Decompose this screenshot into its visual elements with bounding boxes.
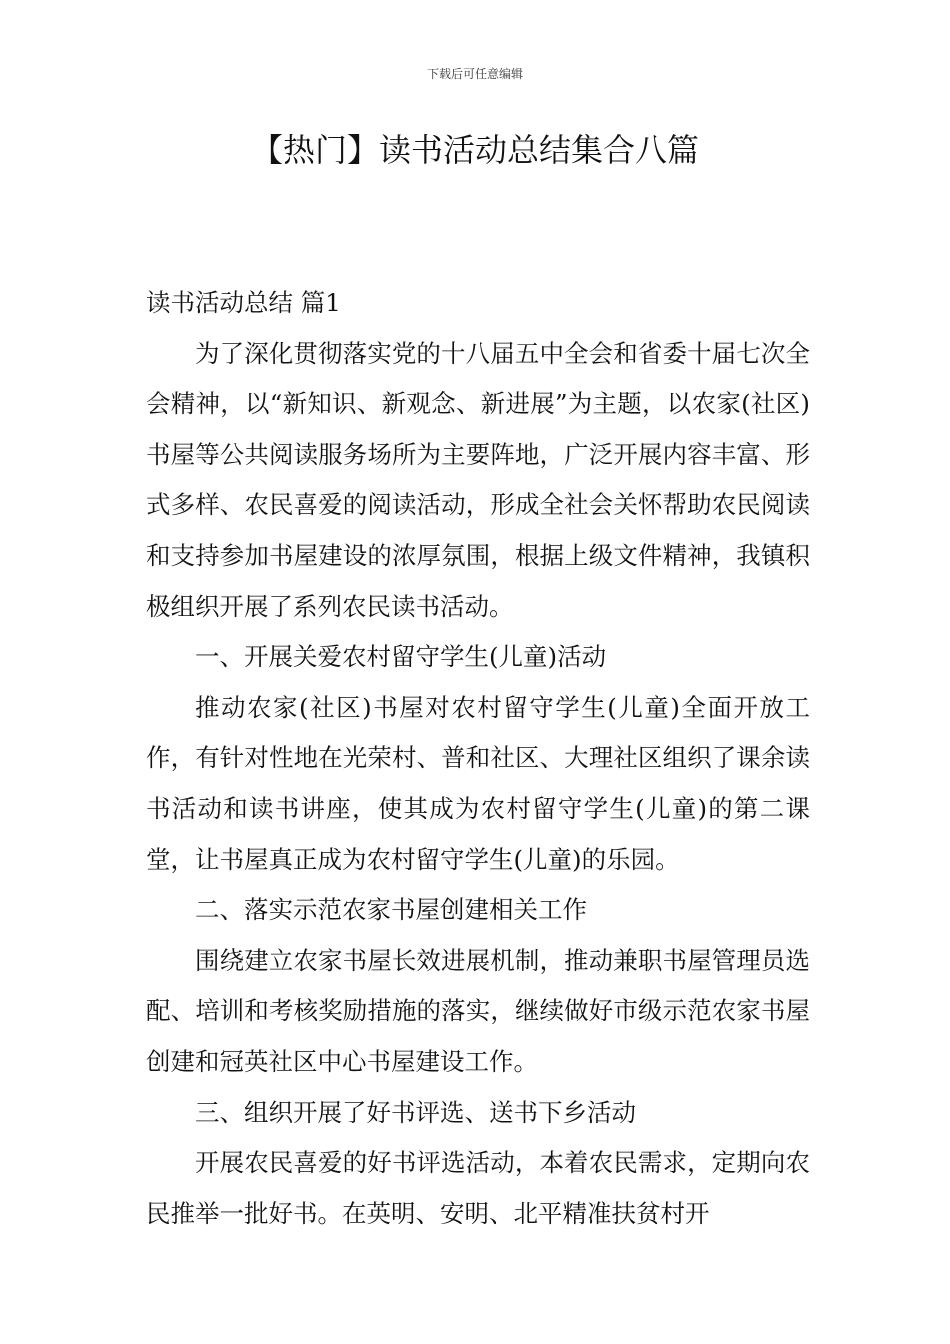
section-heading: 读书活动总结 篇1: [146, 288, 341, 317]
document-title: 【热门】读书活动总结集合八篇: [250, 131, 699, 169]
paragraph-2: 围绕建立农家书屋长效进展机制，推动兼职书屋管理员选配、培训和考核奖励措施的落实，继续做好市级示范农家书屋创建和冠英社区中心书屋建设工作。: [146, 945, 810, 1076]
paragraph-intro: 为了深化贯彻落实党的十八届五中全会和省委十届七次全会精神，以“新知识、新观念、新进展”为主题，以农家(社区)书屋等公共阅读服务场所为主要阵地，广泛开展内容丰富、形式多样、农民喜爱的阅读活动，形成全社会关怀帮助农民阅读和支持参加书屋建设的浓厚氛围，根据上级文件精神，我镇积极组织开展了系列农民读书活动。: [146, 338, 810, 621]
document-body: [146, 278, 810, 1239]
subheading-2: 二、落实示范农家书屋创建相关工作: [195, 895, 587, 925]
subheading-3: 三、组织开展了好书评选、送书下乡活动: [195, 1097, 636, 1127]
paragraph-3: 开展农民喜爱的好书评选活动，本着农民需求，定期向农民推举一批好书。在英明、安明、北平精准扶贫村开: [146, 1148, 810, 1228]
paragraph-1: 推动农家(社区)书屋对农村留守学生(儿童)全面开放工作，有针对性地在光荣村、普和社区、大理社区组织了课余读书活动和读书讲座，使其成为农村留守学生(儿童)的第二课堂，让书屋真正成为农村留守学生(儿童)的乐园。: [146, 692, 810, 874]
subheading-1: 一、开展关爱农村留守学生(儿童)活动: [195, 642, 607, 672]
header-note: 下载后可任意编辑: [426, 67, 523, 81]
